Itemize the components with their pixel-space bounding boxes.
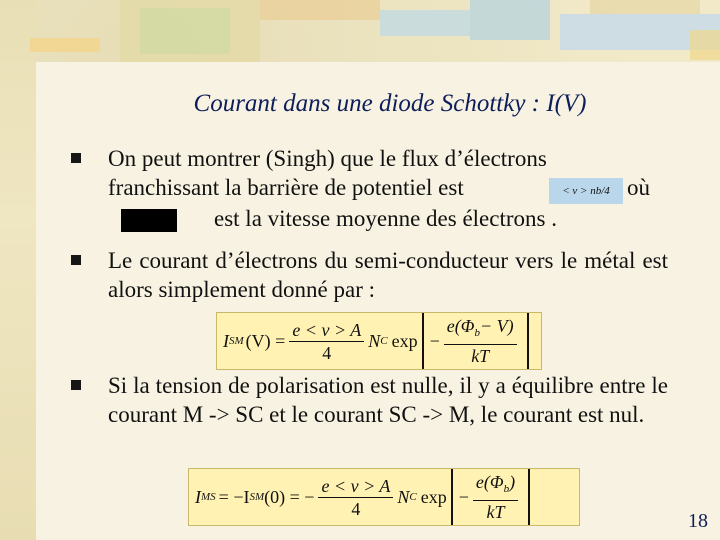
bullet-3-text: Si la tension de polarisation est nulle, il y a équilibre entre le courant M -> SC et le courant SC -> M, le courant est nul. xyxy=(108,373,668,427)
bullet-marker xyxy=(71,255,81,265)
bullet-1-line-3: est la vitesse moyenne des électrons . xyxy=(214,206,557,231)
redacted-symbol-block xyxy=(121,209,177,232)
left-decoration-strip xyxy=(0,0,36,540)
equation-1-bracket: − $\frac{e(\Phi_b- V)}{kT}$ xyxy=(422,313,529,369)
page-number: 18 xyxy=(688,510,708,532)
top-decoration xyxy=(0,0,720,62)
equation-2-bracket: − $\frac{e(\Phi_b)}{kT}$ xyxy=(451,469,530,525)
equation-2: I MS = −I SM (0) = − $\frac{e < v > A}{4}$ N C exp − $\frac{e(\Phi_b)}{kT}$ xyxy=(188,468,580,526)
inline-formula-sub: b xyxy=(595,185,602,197)
bullet-2-text: Le courant d’électrons du semi-conducteur vers le métal est alors simplement donné par : xyxy=(108,248,668,302)
bullet-1-line-2-end: où xyxy=(627,175,650,200)
slide-title: Courant dans une diode Schottky : I(V) xyxy=(193,90,587,117)
inline-formula-den: 4 xyxy=(604,185,610,197)
bullet-marker xyxy=(71,153,81,163)
bullet-marker xyxy=(71,380,81,390)
inline-flux-formula: < v > n b / 4 xyxy=(549,178,623,204)
bullet-1-line-1: On peut montrer (Singh) que le flux d’électrons xyxy=(108,146,547,171)
inline-formula-num: < v > n xyxy=(562,185,596,197)
equation-2-fraction: $\frac{e < v > A}{4}$ xyxy=(318,475,393,520)
equation-1-fraction: $\frac{e < v > A}{4}$ xyxy=(289,319,364,364)
equation-1: I SM (V) = $\frac{e < v > A}{4}$ N C exp − $\frac{e(\Phi_b- V)}{kT}$ xyxy=(216,312,542,370)
bullet-1-line-2: franchissant la barrière de potentiel est xyxy=(108,175,464,200)
